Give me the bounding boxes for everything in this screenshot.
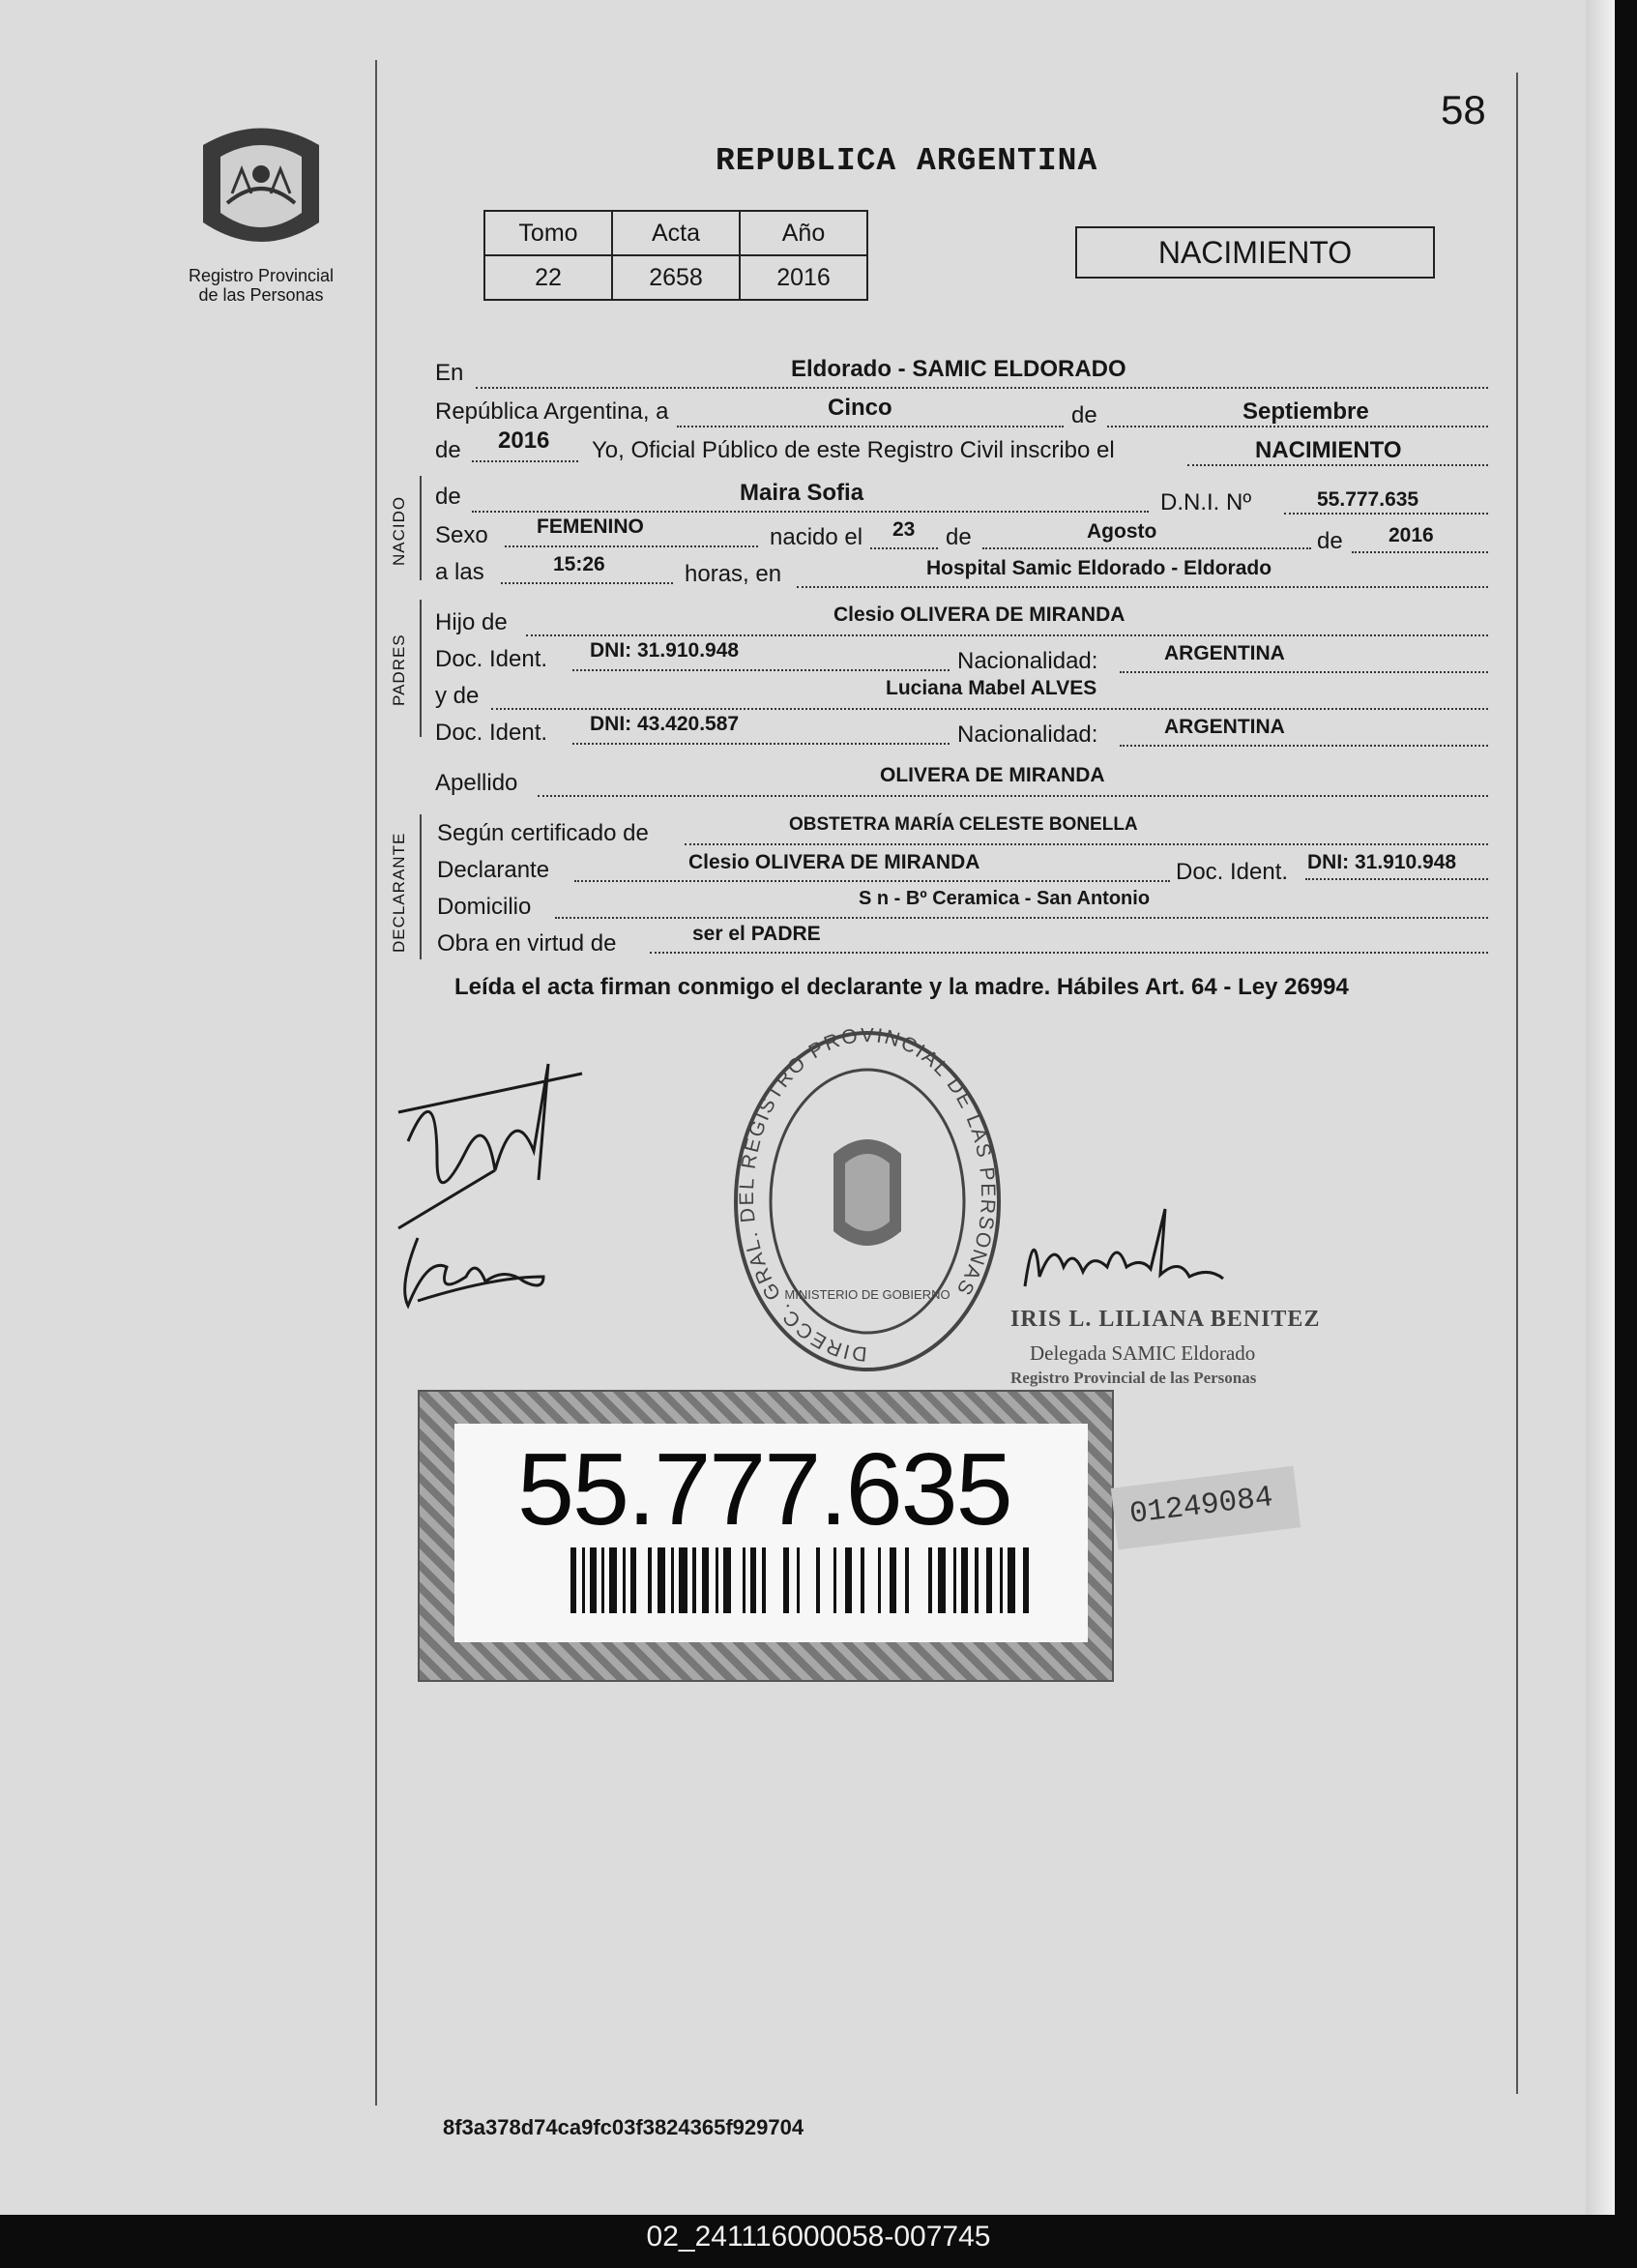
register-value-tomo: 22: [484, 255, 612, 300]
signature-declarant: [379, 1045, 601, 1315]
dotted-line: [472, 460, 578, 462]
signature-officer: [1015, 1199, 1257, 1306]
label-republica: República Argentina, a: [435, 398, 669, 425]
register-value-ano: 2016: [740, 255, 867, 300]
label-doc-ident: Doc. Ident.: [435, 720, 548, 746]
value-birth-day: 23: [892, 518, 916, 541]
label-de: de: [1317, 528, 1343, 554]
value-place: Eldorado - SAMIC ELDORADO: [791, 356, 1126, 382]
label-nacido-el: nacido el: [770, 524, 863, 550]
issuer-caption-line2: de las Personas: [198, 285, 324, 305]
dotted-line: [797, 586, 1488, 588]
dotted-line: [1107, 426, 1488, 427]
section-bar-declarante: [420, 814, 422, 959]
register-header-ano: Año: [740, 211, 867, 255]
dotted-line: [685, 843, 1488, 845]
value-surname: OLIVERA DE MIRANDA: [880, 764, 1105, 786]
dotted-line: [572, 743, 950, 745]
dotted-line: [1305, 878, 1488, 880]
register-header-tomo: Tomo: [484, 211, 612, 255]
value-acts-as: ser el PADRE: [692, 923, 821, 945]
value-registered-as: NACIMIENTO: [1255, 437, 1402, 463]
dotted-line: [476, 387, 1488, 389]
barcode: [570, 1547, 1035, 1613]
dotted-line: [1120, 671, 1488, 673]
dotted-line: [1352, 551, 1488, 553]
closing-statement: Leída el acta firman conmigo el declarante y la madre. Hábiles Art. 64 - Ley 26994: [454, 974, 1349, 1000]
dotted-line: [572, 669, 950, 671]
label-declarante: Declarante: [437, 857, 550, 883]
dotted-line: [1187, 464, 1488, 466]
officer-office: Registro Provincial de las Personas: [1010, 1369, 1257, 1387]
dotted-line: [574, 880, 1170, 882]
dotted-line: [555, 917, 1488, 919]
dotted-line: [472, 511, 1149, 513]
label-a-las: a las: [435, 559, 484, 585]
issuer-caption-line1: Registro Provincial: [188, 266, 335, 285]
dotted-line: [870, 547, 938, 549]
value-father-nationality: ARGENTINA: [1164, 642, 1285, 664]
section-label-padres: PADRES: [390, 633, 408, 706]
officer-name: IRIS L. LILIANA BENITEZ: [1010, 1307, 1321, 1332]
label-nacionalidad: Nacionalidad:: [957, 722, 1098, 748]
document-hash: 8f3a378d74ca9fc03f3824365f929704: [443, 2115, 804, 2139]
section-label-declarante: DECLARANTE: [390, 832, 408, 953]
label-hijo-de: Hijo de: [435, 609, 508, 635]
seal-text: DIRECC. GRAL. DEL REGISTRO PROVINCIAL DE LAS PERSONAS: [735, 1028, 1000, 1366]
record-type-box: NACIMIENTO: [1075, 226, 1435, 279]
value-address: S n - Bº Ceramica - San Antonio: [859, 888, 1151, 909]
page-number: 58: [1441, 87, 1486, 133]
label-doc-ident-short: Doc. Ident.: [1176, 859, 1289, 885]
dotted-line: [538, 795, 1488, 797]
section-label-nacido: NACIDO: [390, 495, 408, 566]
dotted-line: [501, 582, 673, 584]
value-birth-time: 15:26: [553, 553, 605, 575]
document-heading: REPUBLICA ARGENTINA: [716, 143, 1098, 179]
label-domicilio: Domicilio: [437, 894, 532, 920]
label-de: de: [946, 524, 972, 550]
paper-edge: [1586, 0, 1615, 2215]
value-birth-year: 2016: [1389, 524, 1434, 546]
label-de: de: [435, 437, 461, 463]
value-certificate-by: OBSTETRA MARÍA CELESTE BONELLA: [789, 814, 1138, 835]
register-table: [483, 210, 868, 301]
label-apellido: Apellido: [435, 770, 518, 796]
value-sex: FEMENINO: [537, 515, 644, 538]
file-identifier: 02_241116000058-007745: [646, 2221, 991, 2253]
label-en: En: [435, 360, 464, 386]
seal-inner-text: MINISTERIO DE GOBIERNO: [784, 1287, 950, 1302]
register-value-acta: 2658: [612, 255, 740, 300]
dotted-line: [491, 708, 1488, 710]
value-declarant-name: Clesio OLIVERA DE MIRANDA: [688, 851, 980, 873]
value-father-doc: DNI: 31.910.948: [590, 639, 740, 662]
label-nacionalidad: Nacionalidad:: [957, 648, 1098, 674]
label-segun-certificado: Según certificado de: [437, 820, 649, 846]
official-seal: [731, 1028, 1004, 1374]
value-mother-nationality: ARGENTINA: [1164, 716, 1285, 738]
label-yo-oficial: Yo, Oficial Público de este Registro Civil inscribo el: [592, 437, 1115, 463]
right-margin-line: [1516, 73, 1518, 2094]
value-month: Septiembre: [1242, 398, 1369, 425]
dotted-line: [677, 426, 1064, 427]
label-de: de: [435, 484, 461, 510]
dotted-line: [505, 545, 758, 547]
issuer-caption: [164, 266, 358, 305]
value-father-name: Clesio OLIVERA DE MIRANDA: [833, 604, 1125, 626]
value-birth-month: Agosto: [1087, 520, 1157, 543]
value-mother-name: Luciana Mabel ALVES: [886, 677, 1097, 699]
province-logo: [184, 116, 338, 266]
value-year: 2016: [498, 427, 550, 454]
section-bar-padres: [420, 600, 422, 737]
label-sexo: Sexo: [435, 522, 488, 548]
register-header-acta: Acta: [612, 211, 740, 255]
value-declarant-doc: DNI: 31.910.948: [1307, 851, 1457, 873]
value-birth-place: Hospital Samic Eldorado - Eldorado: [926, 557, 1272, 579]
label-obra-en-virtud: Obra en virtud de: [437, 930, 617, 957]
label-horas-en: horas, en: [685, 561, 782, 587]
value-day-words: Cinco: [828, 395, 892, 421]
label-doc-ident: Doc. Ident.: [435, 646, 548, 672]
label-dni-no: D.N.I. Nº: [1160, 489, 1252, 515]
dotted-line: [1284, 513, 1488, 515]
serial-number: 01249084: [1127, 1481, 1275, 1532]
label-y-de: y de: [435, 683, 480, 709]
section-bar-nacido: [420, 476, 422, 580]
left-margin-line: [375, 60, 377, 2106]
officer-role: Delegada SAMIC Eldorado: [1030, 1341, 1256, 1365]
dotted-line: [982, 547, 1311, 549]
label-de: de: [1071, 402, 1097, 428]
dotted-line: [526, 634, 1488, 636]
value-mother-doc: DNI: 43.420.587: [590, 713, 740, 735]
sticker-id-number: 55.777.635: [517, 1432, 1011, 1546]
dotted-line: [650, 952, 1488, 954]
value-child-dni: 55.777.635: [1317, 488, 1419, 511]
value-child-name: Maira Sofia: [740, 480, 864, 506]
dotted-line: [1120, 745, 1488, 747]
